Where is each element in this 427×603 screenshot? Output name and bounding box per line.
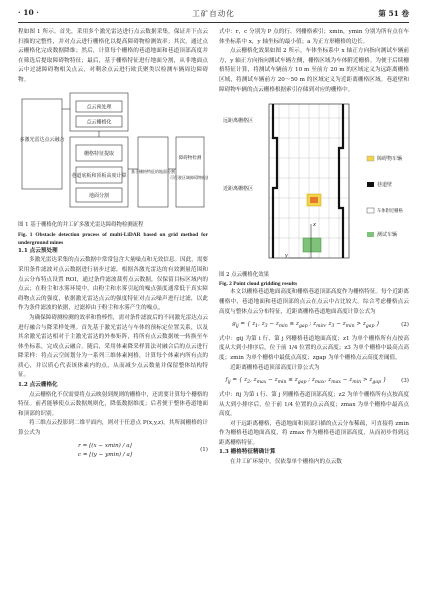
obstacle-vehicle-core [310,197,318,203]
journal-title: 工矿自动化 [192,9,235,18]
fig2-label-grid: 车体附近栅格 [377,209,403,215]
equation-1-c: c = ⌊(y − ymin) / a⌋ [77,452,133,459]
where-clause-1: 式中：r，c 分别为 P 点的行、列栅格索引；xmin，ymin 分别为所有点在车体坐标系中 x，y 轴坐标的最小值；a 为正方形栅格的边长。 [219,29,409,45]
fig1-label-0: 多激光雷达点云融合 [19,136,65,143]
heights-paragraph: 本文以栅格巷道地面高度和栅格巷道顶部高度作为栅格特征。每个近距离栅格中，巷道地面和巷道顶部的点云在点云中占比较大。综合考虑栅格点云高度与整体点云分布特征，近距离栅格巷道地面高度计算公式为 [219,289,410,315]
figure-1-flowchart [18,89,208,215]
figure-2-caption-en: Fig. 2 Point cloud gridding results [219,281,298,288]
legend-grid-swatch [367,208,374,213]
fig2-axis-y: y [285,253,288,260]
equation-2-number: (2) [401,322,409,329]
right-column [219,28,409,468]
section-1-1-heading: 1.1 点云预处理 [18,247,58,254]
legend-obstacle-swatch [367,156,374,161]
box-multi-lidar-fusion [22,99,62,189]
section-1-2-heading: 1.2 点云栅格化 [18,382,58,389]
equation-1-body [18,442,192,461]
header-rule [18,22,409,23]
fig1-label-2: 点云栅格化 [86,119,112,126]
section-1-1-paragraph-b: 为确保障碍测检测的效率和鲁棒性，需对条件滤波后的不同激光雷达点云进行融合与降采样处理。首先基于激光雷达与车体的预标定位置关系，以及其余激光雷达相对于主激光雷达的外参矩阵，将所有点云数据统一转换至车体坐标系，完成点云融合。随后，采用体素降采样算法对融合后的点云进行降采样：将点云空间划分为一系列三维体素网格，计算每个体素内所有点的质心，并以质心代表该体素内的点，从而减少点云数量并保留整体结构特征。 [18,314,209,379]
section-1-1-paragraph-a: 多激光雷达采集的点云数据中常常包含大量噪点和无效信息。因此，需要采用条件滤波对点云数据进行初步过滤，根据各激光雷达的有效测量范围和点云分布特点设置 ROI，通过条件滤波裁剪点云数据，仅保留目标区域内的点云；在粉尘和水雾环境中，由粉尘和水雾引起的噪点强度通常低于真实障碍物点云的强度，依据激光雷达点云的强度特征对点云噪声进行过滤，以此作为条件滤波的依据，过滤掉由于粉尘和水雾产生的噪点。 [18,257,209,312]
section-1-3-paragraph: 在井工矿环境中，仅依靠单个栅格内的点云数 [230,459,342,466]
volume-label: 第 51 卷 [378,9,409,18]
fig2-axis-x: x [313,222,316,229]
section-1-3-heading: 1.3 栅格特征精确计算 [219,449,276,456]
figure-2-caption-cn: 图 2 点云栅格化效果 [219,271,269,278]
fig1-label-4: 地面分割 [88,192,110,199]
equation-2 [219,320,409,332]
legend-wall-swatch [367,182,374,187]
fig1-label-8: 可行驶区域障碍物检测 [170,174,208,180]
equation-1-number: (1) [200,447,208,454]
top-height-intro: 近距离栅格巷道顶部高度计算公式为 [230,364,320,371]
left-column [18,28,208,464]
equation-3-body: $f_{ij}$ = { $z_2$, $z_{max} - z_{min} \le z_{gap}$ ; $z_{max}$, $z_{max} - z_{min} > z_{gap}$ } [225,377,387,386]
fig1-label-7: 巷道底板和顶板高度计算 [71,172,127,179]
fig2-label-far: 远距离栅格区 [223,118,254,125]
fig2-label-vehicle: 测试车辆 [377,232,398,239]
equation-1-r: r = ⌊(x − xmin) / a⌋ [78,442,132,449]
figure-2-gridding [219,98,409,264]
equation-2-body: $g_{ij}$ = { $z_1$, $z_3 - z_{min} \le z_{gap}$ ; $z_{min}$, $z_3 - z_{min} > z_{gap}$ } [232,321,380,330]
where-clause-2: 式中：gij 为第 i 行、第 j 列栅格巷道地面高度；z1 为单个栅格所有点按高度从大到小排序后，位于前 1/4 位置的点云高度；z3 为单个栅格中最高点高度；zmin 为单个栅格中最低点高度；zgap 为单个栅格点云高度差阈值。 [219,335,409,362]
where-clause-3: 式中：fij 为第 i 行、第 j 列栅格巷道顶部高度；z2 为单个栅格所有点按高度从大到小排序后，位于前 1/4 位置的点云高度；zmax 为单个栅格中最高点高度。 [219,391,409,418]
section-1-2-paragraph-a: 点云栅格化不仅需要将点云映射到规则的栅格中，还需要计算每个栅格的特征。前者能够使点云数据规则化，降低数据维度；后者便于整体巷道地面和顶部的识别。 [18,391,209,417]
fig2-label-obstacle: 障碍物车辆 [377,156,403,163]
equation-1 [18,442,208,461]
fig1-label-5: 障碍物检测 [178,155,202,161]
box-obstacle-group [176,137,204,207]
fig1-label-1: 点云预处理 [86,104,112,111]
fig2-label-wall: 巷道壁 [377,182,393,189]
intro-paragraph: 程如图 1 所示。首先，采用多个激光雷达进行点云数据采集，保证并下点云扫描的完整性，并对点云进行栅格化以提高障碍物检测效率；其次，通过点云栅格化完成数据降维；然后，计算每个栅格的巷道地面和巷道顶部高度并在筛选后提取障碍物特征；最后，基于栅格特征进行地面分割，从非地面点云中过滤障碍物相关点云，对剩余点云进行欧氏聚类以检测车辆周边障碍物。 [18,29,208,83]
running-header [18,8,409,22]
legend-vehicle-swatch [367,232,374,237]
figure-1-caption-en: Fig. 1 Obstacle detection process of multi-LiDAR based on grid method for underground mines [18,231,208,246]
fig1-label-3: 栅格特征提取 [83,150,115,157]
tunnel-wall-outline [273,104,343,258]
figure-2-description: 点云栅格化效果如图 2 所示。车体坐标系中 x 轴正方向指向测试车辆前方，y 轴正方向指向测试车辆左侧，栅格区域为车体附近栅格。为便于后续栅格特征计算，将测试车辆前方 10 m 至前方 20 m 的区域定义为远距离栅格区域，将测试车辆前方 20～50 m 的区域定义为近距离栅格区域。巷道壁和障碍物车辆的点云栅格根据索引存储到对应的栅格中。 [219,48,409,93]
far-grid-paragraph: 对于远距离栅格，巷道地面和顶部扫描的点云分布稀疏，可直接将 zmin 作为栅格巷道地面高度，将 zmax 作为栅格巷道顶部高度，从而初步得到远距离栅格特征。 [219,420,409,446]
page-number: · 10 · [18,8,39,17]
fig2-label-near: 近距离栅格区 [223,186,254,193]
equation-3 [219,376,409,388]
fig1-label-6: 基于栅格特征的地面分割 [131,168,175,174]
test-vehicle [303,238,321,252]
section-1-2-paragraph-b: 将三维点云投影到二维平面内，则对于任意点 P(x,y,z)，其所属栅格的计算公式为 [18,420,208,437]
equation-3-number: (3) [401,378,409,385]
figure-1-caption-cn: 图 1 基于栅格化的井工矿多激光雷达障碍物检测流程 [18,222,144,229]
